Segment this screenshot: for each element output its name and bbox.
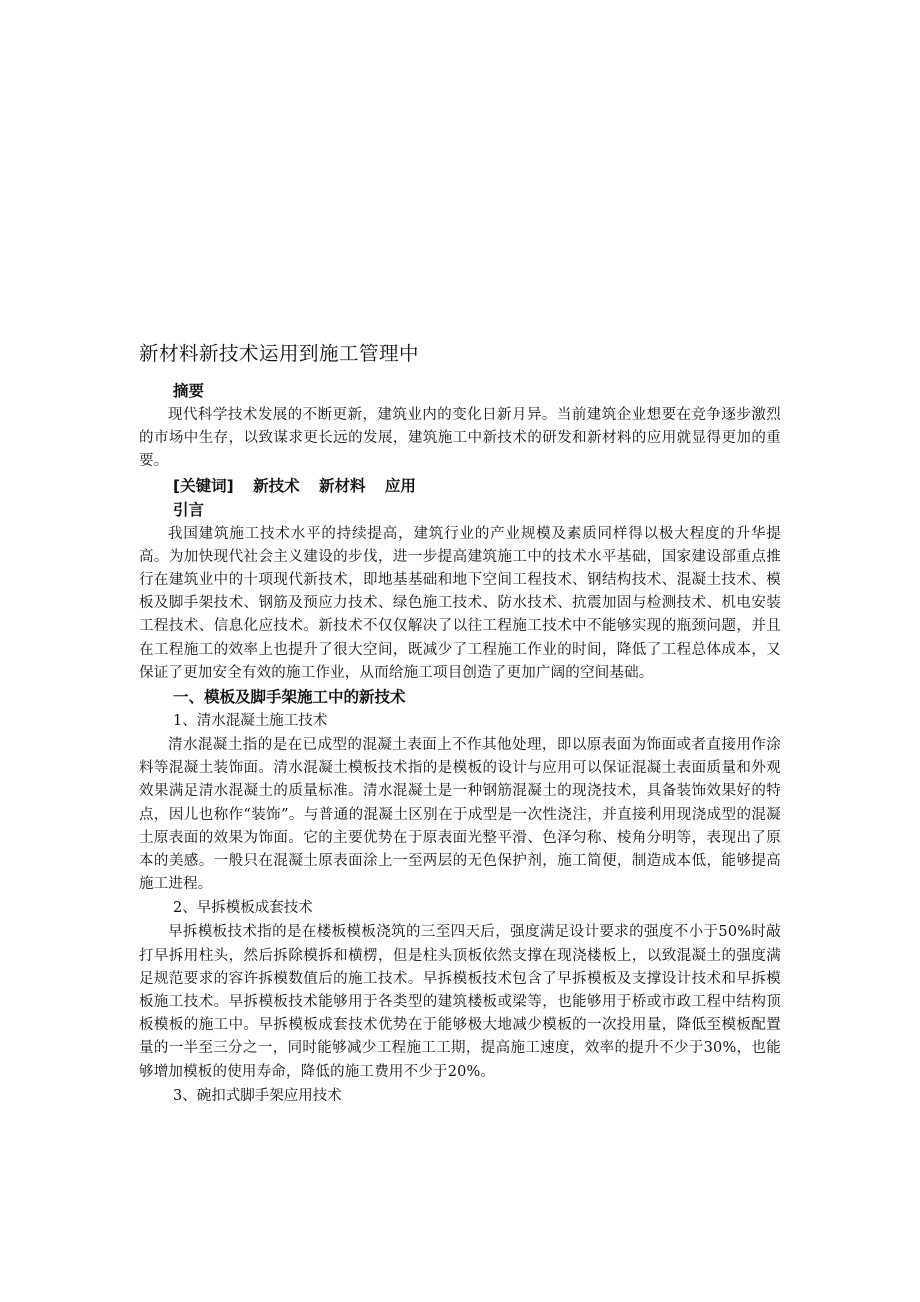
intro-heading: 引言 (173, 500, 205, 519)
abstract-paragraph: 现代科学技术发展的不断更新，建筑业内的变化日新月异。当前建筑企业想要在竞争逐步激烈的市场中生存，以致谋求更长远的发展，建筑施工中新技术的研发和新材料的应用就显得更加的重要。 (139, 407, 781, 470)
subsection-heading: 3、碗扣式脚手架应用技术 (173, 1087, 342, 1104)
subsection-heading: 2、早拆模板成套技术 (173, 900, 313, 917)
subsection-paragraph: 清水混凝土指的是在已成型的混凝土表面上不作其他处理，即以原表面为饰面或者直接用作涂料等混凝土装饰面。清水混凝土模板技术指的是模板的设计与应用可以保证混凝土表面质量和外观效果满足清水混凝土的质量标准。清水混凝土是一种钢筋混凝土的现浇技术，具备装饰效果好的特点，因儿也称作“装饰”。与普通的混凝土区别在于成型是一次性浇注，并直接利用现浇成型的混凝土原表面的效果为饰面。它的主要优势在于原表面光整平滑、色泽匀称、棱角分明等，表现出了原本的美感。一般只在混凝土原表面涂上一至两层的无色保护剂，施工简便，制造成本低，能够提高施工进程。 (139, 737, 781, 893)
document-content (139, 340, 781, 1109)
keywords-line (173, 475, 781, 498)
keyword-item: 应用 (384, 476, 416, 495)
keyword-item: 新材料 (319, 476, 366, 495)
abstract-heading: 摘要 (173, 382, 205, 400)
keywords-label: [关键词] (173, 476, 234, 495)
subsection-heading: 1、清水混凝土施工技术 (173, 713, 328, 730)
document-title: 新材料新技术运用到施工管理中 (139, 342, 420, 365)
keyword-item: 新技术 (253, 476, 300, 495)
subsection-paragraph: 早拆模板技术指的是在楼板模板浇筑的三至四天后，强度满足设计要求的强度不小于50%时敲打早拆用柱头，然后拆除模拆和横楞，但是柱头顶板依然支撑在现浇楼板上，以致混凝土的强度满足规范要求的容许拆模数值后的施工技术。早拆模板技术包含了早拆模板及支撑设计技术和早拆模板施工技术。早拆模板技术能够用于各类型的建筑楼板或梁等，也能够用于桥或市政工程中结构顶板模板的施工中。早拆模板成套技术优势在于能够极大地减少模板的一次投用量，降低至模板配置量的一半至三分之一，同时能够减少工程施工工期，提高施工速度，效率的提升不少于30%，也能够增加模板的使用寿命，降低的施工费用不少于20%。 (139, 924, 781, 1080)
section-heading: 一、模板及脚手架施工中的新技术 (173, 688, 406, 707)
intro-paragraph: 我国建筑施工技术水平的持续提高，建筑行业的产业规模及素质同样得以极大程度的升华提高。为加快现代社会主义建设的步伐，进一步提高建筑施工中的技术水平基础，国家建设部重点推行在建筑业中的十项现代新技术，即地基基础和地下空间工程技术、钢结构技术、混凝土技术、模板及脚手架技术、钢筋及预应力技术、绿色施工技术、防水技术、抗震加固与检测技术、机电安装工程技术、信息化应技术。新技术不仅仅解决了以往工程施工技术中不能够实现的瓶颈问题，并且在工程施工的效率上也提升了很大空间，既减少了工程施工作业的时间，降低了工程总体成本，又保证了更加安全有效的施工作业，从而给施工项目创造了更加广阔的空间基础。 (139, 525, 781, 681)
